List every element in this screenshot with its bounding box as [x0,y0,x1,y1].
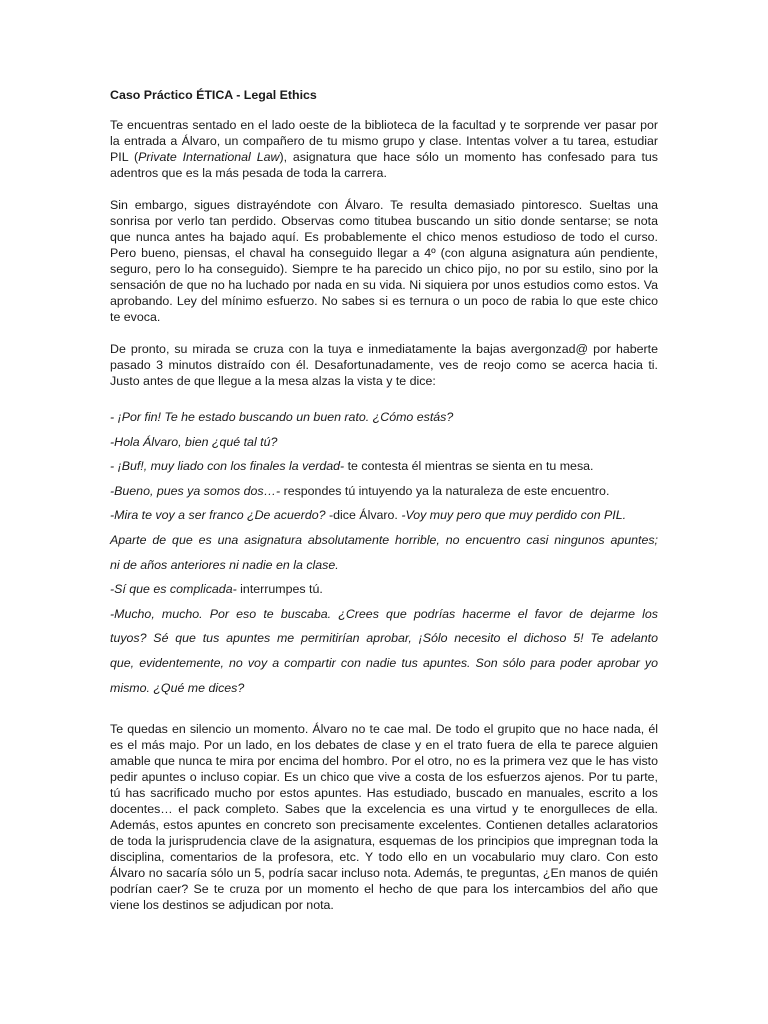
dialogue-line [110,553,658,578]
paragraph-intro-text-c: ), asignatura que hace sólo un momento has confesado para tus adentros que es la más pesada de toda la carrera. [110,150,658,180]
dialogue-line-normal: te contesta él mientras se sienta en tu mesa. [344,459,594,474]
paragraph-intro-text-a: Te encuentras sentado en el lado oeste de la biblioteca de la facultad y te sorprende ver pasar por la entrada a Álvaro, un compañero de tu mismo grupo y clase. Intentas volver a tu tarea, estudiar PIL ( [110,118,658,164]
dialogue-line [110,626,658,651]
paragraph-distraction: Sin embargo, sigues distrayéndote con Álvaro. Te resulta demasiado pintoresco. Sueltas una sonrisa por verlo tan perdido. Observas como titubea buscando un sitio donde sentarse; se nota que nunca antes ha bajado aquí. Es probablemente el chico menos estudioso de todo el curso. Pero bueno, piensas, el chaval ha conseguido llegar a 4º (con alguna asignatura aún pendiente, seguro, pero lo ha conseguido). Siempre te ha parecido un chico pijo, no por su estilo, sino por la sensación de que no ha luchado por nada en su vida. Ni siquiera por unos estudios como estos. Va aprobando. Ley del mínimo esfuerzo. No sabes si es ternura o un poco de rabia lo que este chico te evoca. [110,198,658,324]
paragraph-reflection: Te quedas en silencio un momento. Álvaro no te cae mal. De todo el grupito que no hace nada, él es el más majo. Por un lado, en los debates de clase y en el trato fuera de ella te parece alguien amable que nunca te mira por encima del hombro. Por el otro, no es la primera vez que le has visto pedir apuntes o incluso copiar. Es un chico que vive a costa de los esfuerzos ajenos. Por tu parte, tú has sacrificado mucho por estos apuntes. Has estudiado, buscado en manuales, escrito a los docentes… el pack completo. Sabes que la excelencia es una virtud y te enorgulleces de ella. Además, estos apuntes en concreto son precisamente excelentes. Contienen detalles aclaratorios de toda la jurisprudencia clave de la asignatura, esquemas de los principios que impregnan toda la disciplina, comentarios de la profesora, etc. Y todo ello en un vocabulario muy claro. Con esto Álvaro no sacaría sólo un 5, podría sacar incluso nota. Además, te preguntas, ¿En manos de quién podrían caer? Se te cruza por un momento el hecho de que para los intercambios del año que viene los destinos se adjudican por nota. [110,722,658,913]
dialogue-block [110,405,658,700]
dialogue-line [110,405,658,430]
dialogue-line [110,454,658,479]
paragraph-encounter: De pronto, su mirada se cruza con la tuya e inmediatamente la bajas avergonzad@ por haberte pasado 3 minutos distraído con él. Desafortunadamente, ves de reojo como se acerca hacia ti. Justo antes de que llegue a la mesa alzas la vista y te dice: [110,342,658,388]
dialogue-line-italic: que, evidentemente, no voy a compartir con nadie tus apuntes. Son sólo para poder aprobar yo [110,655,658,670]
dialogue-line-italic: -Voy muy pero que muy perdido con PIL. [401,508,627,523]
dialogue-line-italic: -Mira te voy a ser franco ¿De acuerdo? [110,508,326,523]
dialogue-line-italic: - ¡Buf!, muy liado con los finales la verdad- [110,459,345,474]
dialogue-line-italic: - ¡Por fin! Te he estado buscando un buen rato. ¿Cómo estás? [110,410,454,424]
paragraph-intro-italic: Private International Law [138,150,280,164]
dialogue-line [110,503,658,528]
dialogue-line-normal: respondes tú intuyendo ya la naturaleza de este encuentro. [280,483,610,498]
document-title: Caso Práctico ÉTICA - Legal Ethics [110,88,317,102]
dialogue-line [110,651,658,676]
dialogue-line [110,602,658,627]
dialogue-line [110,577,658,602]
dialogue-line-italic: -Sí que es complicada- [110,582,237,597]
dialogue-line [110,430,658,455]
dialogue-line-italic: -Hola Álvaro, bien ¿qué tal tú? [110,434,278,449]
dialogue-line [110,676,658,701]
paragraph-intro [110,117,658,181]
dialogue-line-italic: -Mucho, mucho. Por eso te buscaba. ¿Crees que podrías hacerme el favor de dejarme los [110,606,658,621]
dialogue-line-italic: ni de años anteriores ni nadie en la clase. [110,557,339,572]
dialogue-line-normal: -dice Álvaro. [325,508,402,523]
dialogue-line-italic: tuyos? Sé que tus apuntes me permitirían aprobar, ¡Sólo necesito el dichoso 5! Te adelanto [110,631,658,646]
dialogue-line-italic: mismo. ¿Qué me dices? [110,680,245,695]
dialogue-line [110,479,658,504]
dialogue-line [110,528,658,553]
dialogue-line-italic: -Bueno, pues ya somos dos…- [110,483,281,498]
dialogue-line-italic: Aparte de que es una asignatura absolutamente horrible, no encuentro casi ningunos apuntes; [110,532,658,547]
dialogue-line-normal: interrumpes tú. [236,582,323,597]
document-page [110,87,658,929]
